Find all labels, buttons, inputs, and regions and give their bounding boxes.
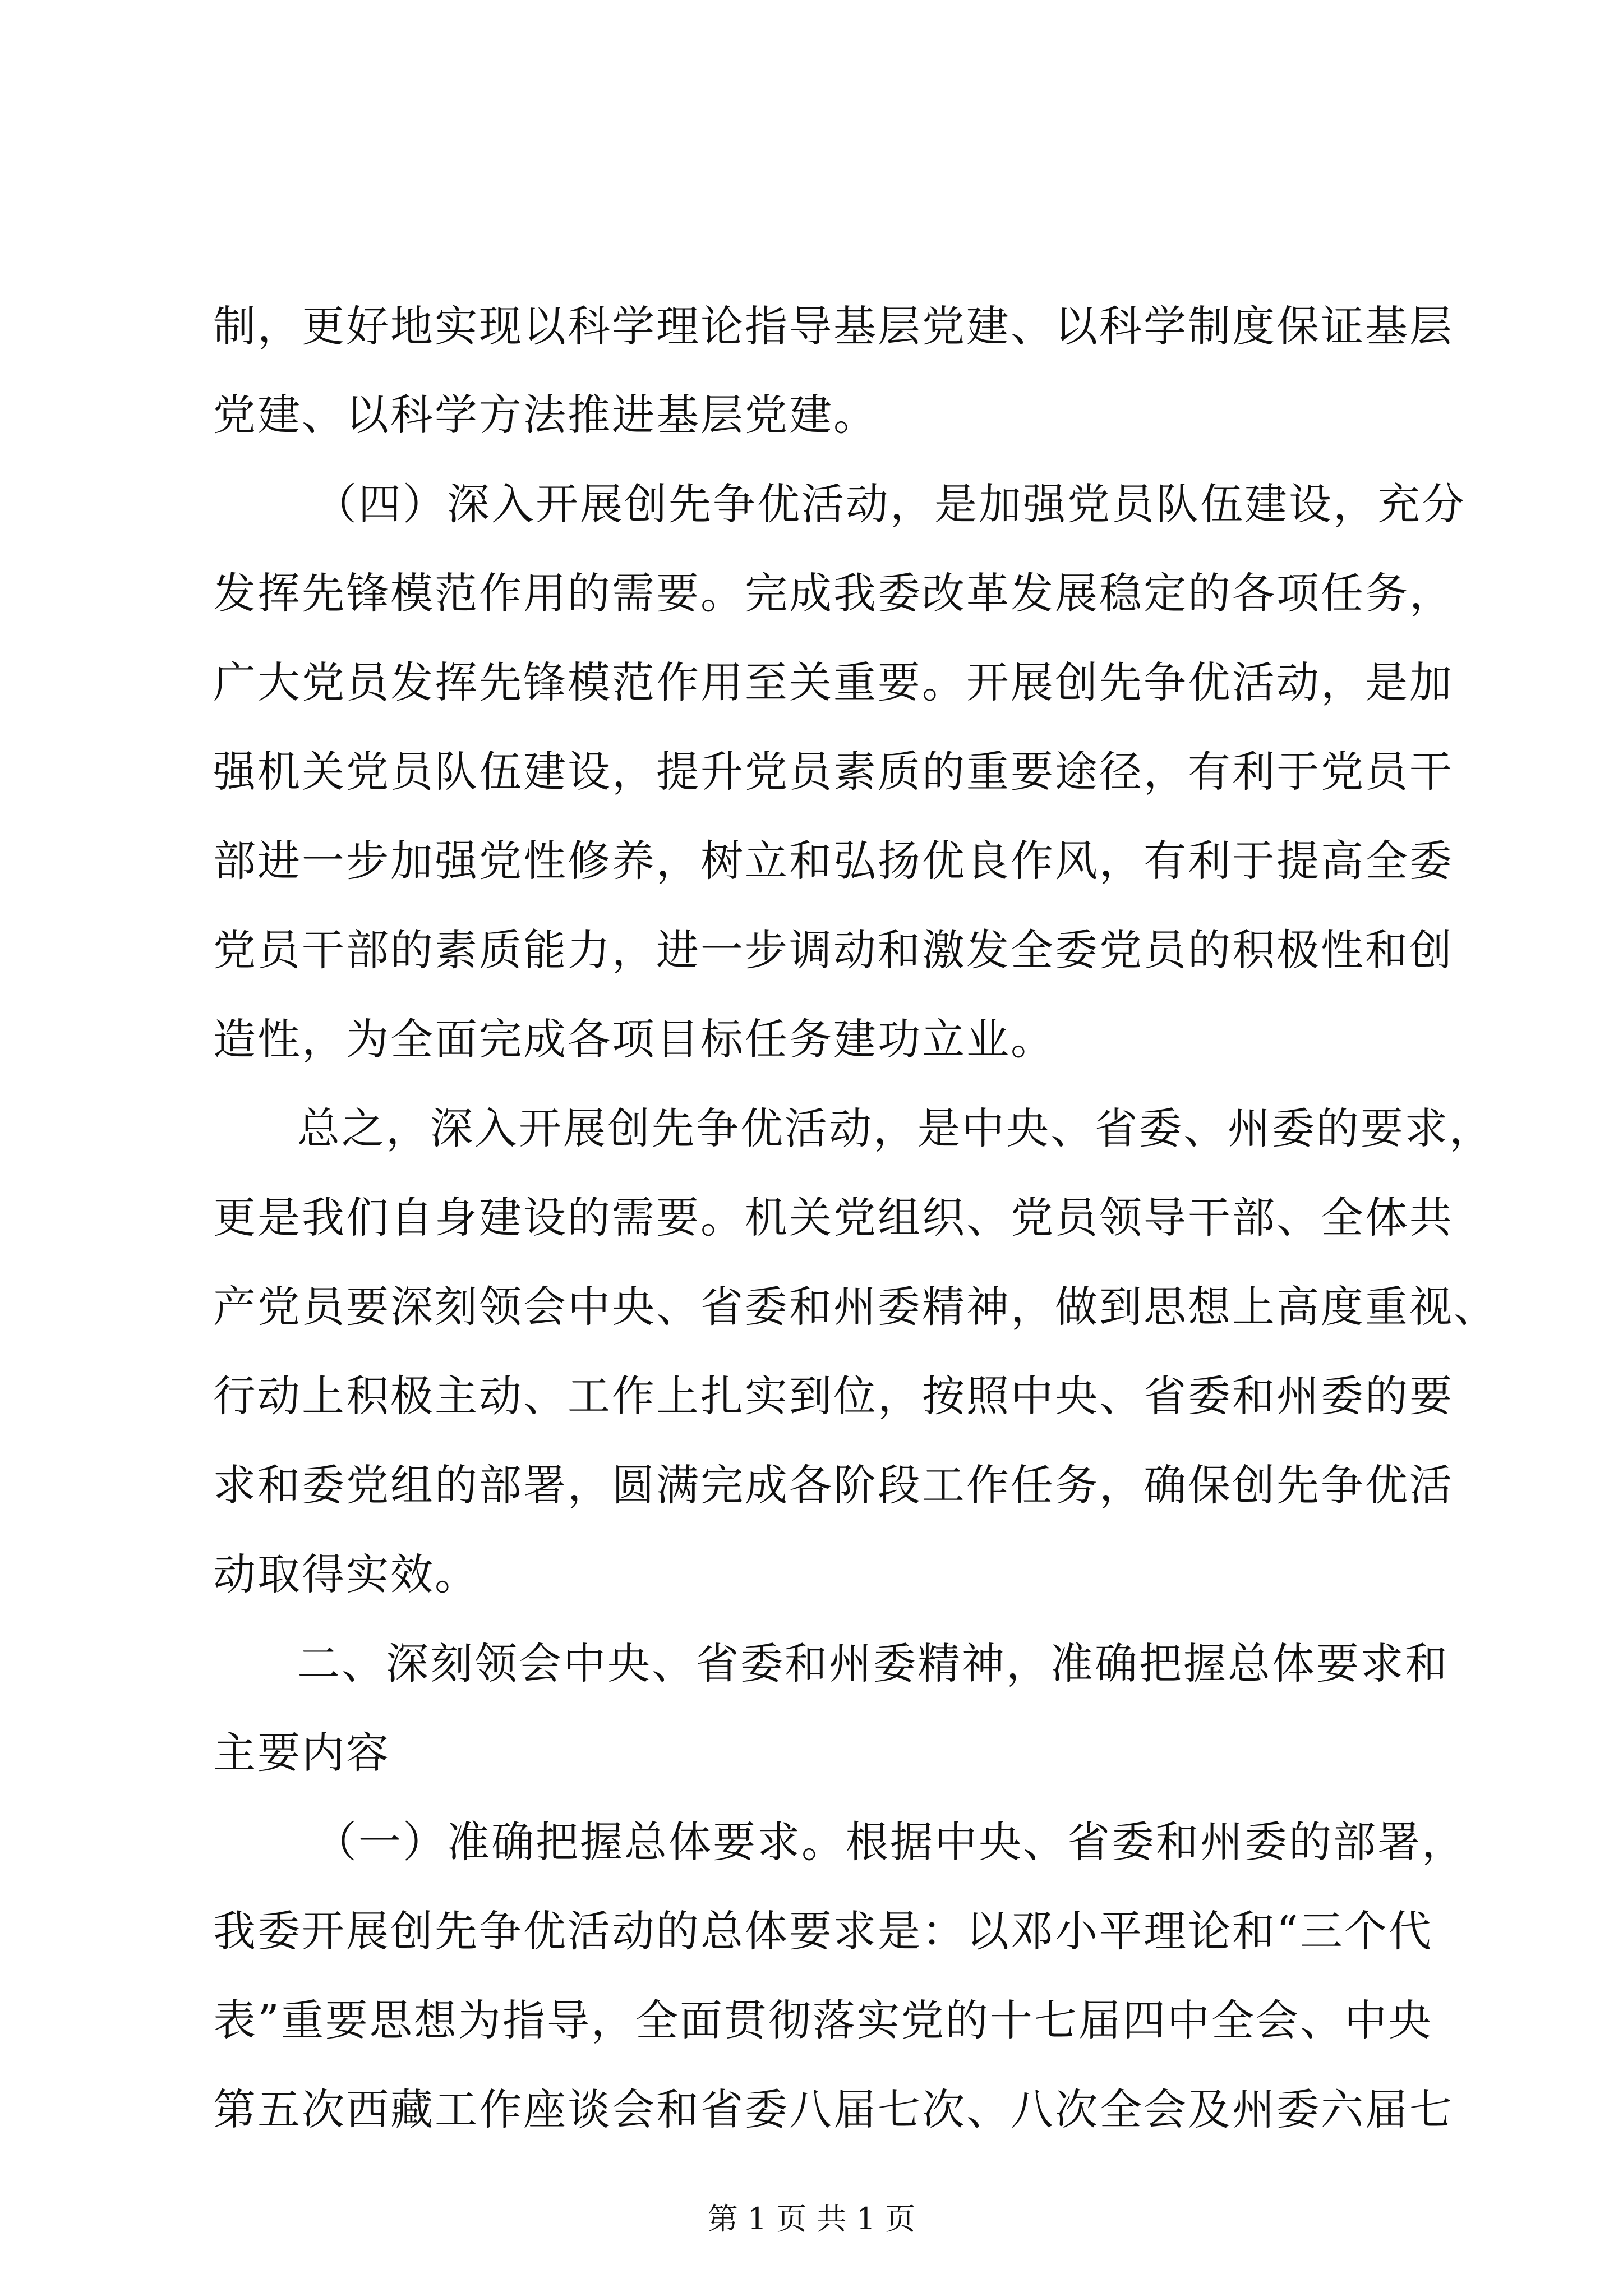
text-line: 动取得实效。 xyxy=(213,1549,479,1599)
page-footer: 第 1 页 共 1 页 xyxy=(707,2201,916,2237)
text-line: 第五次西藏工作座谈会和省委八届七次、八次全会及州委六届七 xyxy=(213,2085,1454,2134)
text-line: 造性，为全面完成各项目标任务建功立业。 xyxy=(213,1014,1055,1064)
text-line: 制，更好地实现以科学理论指导基层党建、以科学制度保证基层 xyxy=(213,301,1454,351)
text-line: 我委开展创先争优活动的总体要求是：以邓小平理论和“三个代 xyxy=(213,1906,1433,1956)
text-line: 党建、以科学方法推进基层党建。 xyxy=(213,390,878,440)
text-line: 部进一步加强党性修养，树立和弘扬优良作风，有利于提高全委 xyxy=(213,836,1454,886)
text-line: 求和委党组的部署，圆满完成各阶段工作任务，确保创先争优活 xyxy=(213,1460,1454,1510)
paragraph-first-line: 总之，深入开展创先争优活动，是中央、省委、州委的要求， xyxy=(297,1103,1493,1153)
text-line: 强机关党员队伍建设，提升党员素质的重要途径，有利于党员干 xyxy=(213,747,1454,797)
text-line: 发挥先锋模范作用的需要。完成我委改革发展稳定的各项任务， xyxy=(213,568,1454,618)
text-line: 党员干部的素质能力，进一步调动和激发全委党员的积极性和创 xyxy=(213,925,1454,975)
paragraph-first-line: （四）深入开展创先争优活动，是加强党员队伍建设，充分 xyxy=(314,479,1466,529)
text-line: 行动上积极主动、工作上扎实到位，按照中央、省委和州委的要 xyxy=(213,1371,1454,1421)
section-heading-line: 主要内容 xyxy=(213,1728,390,1778)
text-line: 产党员要深刻领会中央、省委和州委精神，做到思想上高度重视、 xyxy=(213,1282,1498,1332)
paragraph-first-line: （一）准确把握总体要求。根据中央、省委和州委的部署， xyxy=(314,1817,1466,1867)
text-line: 表”重要思想为指导，全面贯彻落实党的十七届四中全会、中央 xyxy=(213,1995,1433,2045)
text-line: 更是我们自身建设的需要。机关党组织、党员领导干部、全体共 xyxy=(213,1193,1454,1243)
text-line: 广大党员发挥先锋模范作用至关重要。开展创先争优活动，是加 xyxy=(213,657,1454,707)
section-heading-line: 二、深刻领会中央、省委和州委精神，准确把握总体要求和 xyxy=(297,1639,1449,1688)
